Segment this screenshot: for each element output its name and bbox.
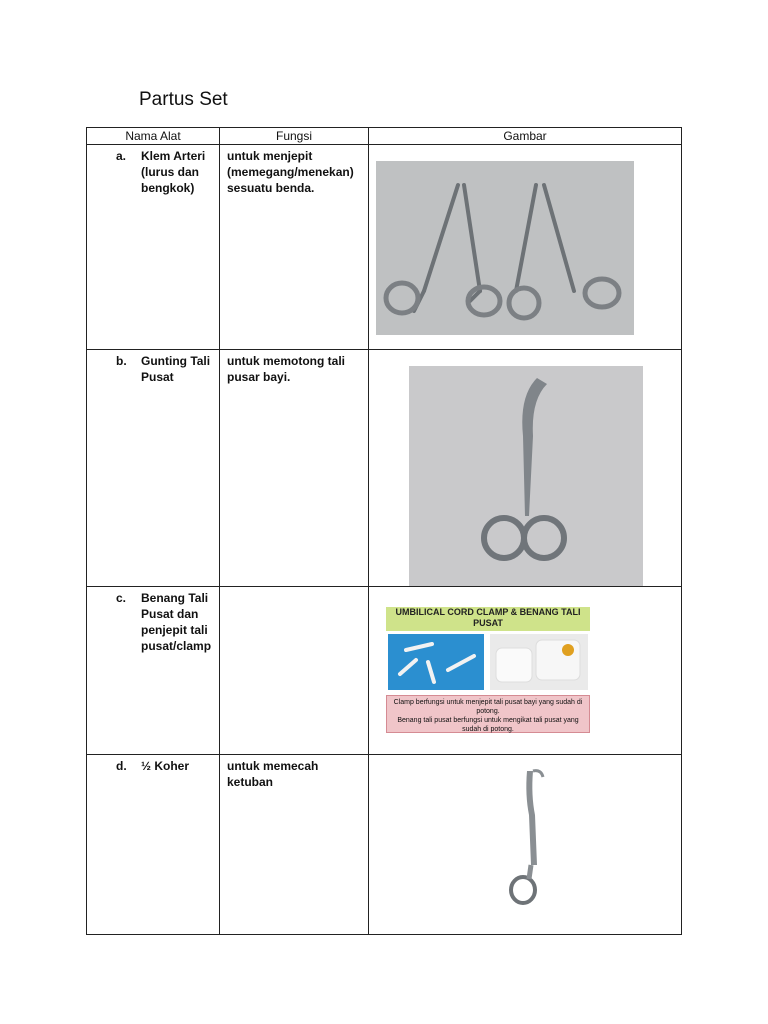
table-row	[87, 587, 682, 755]
instrument-table	[86, 127, 682, 935]
function-cell	[220, 755, 369, 935]
header-gambar: Gambar	[369, 128, 682, 145]
infographic-heading: UMBILICAL CORD CLAMP & BENANG TALI PUSAT	[386, 607, 590, 631]
clamp-note: Clamp berfungsi untuk menjepit tali pusat bayi yang sudah di potong.	[393, 699, 583, 715]
function-cell	[220, 350, 369, 587]
instrument-name: ½ Koher	[141, 759, 190, 773]
header-fungsi: Fungsi	[220, 128, 369, 145]
row-letter: d.	[116, 759, 127, 773]
image-cell	[369, 587, 682, 755]
name-cell	[87, 350, 220, 587]
instrument-name: Klem Arteri (lurus dan bengkok)	[141, 149, 206, 195]
row-letter: b.	[116, 354, 127, 368]
cord-clamp-infographic	[386, 607, 592, 735]
clamp-photo	[388, 634, 484, 690]
thread-photo	[490, 634, 588, 690]
function-cell	[220, 145, 369, 350]
table-row	[87, 755, 682, 935]
table-row	[87, 350, 682, 587]
header-nama-alat: Nama Alat	[87, 128, 220, 145]
instrument-function: untuk menjepit (memegang/menekan) sesuatu benda.	[227, 149, 354, 195]
name-cell	[87, 755, 220, 935]
name-cell	[87, 145, 220, 350]
row-letter: a.	[116, 149, 127, 163]
instrument-function	[220, 587, 368, 590]
scissors-image	[409, 366, 643, 586]
thread-note: Benang tali pusat berfungsi untuk mengikat tali pusat yang sudah di potong.	[397, 717, 579, 733]
artery-forceps-image	[376, 161, 634, 335]
function-cell	[220, 587, 369, 755]
instrument-name: Gunting Tali Pusat	[141, 354, 211, 384]
image-cell	[369, 755, 682, 935]
table-row	[87, 145, 682, 350]
table-header-row	[87, 128, 682, 145]
image-cell	[369, 145, 682, 350]
instrument-function: untuk memotong tali pusar bayi.	[227, 354, 345, 384]
instrument-name: Benang Tali Pusat dan penjepit tali pusat/clamp	[141, 591, 212, 653]
row-letter: c.	[116, 591, 127, 605]
instrument-function: untuk memecah ketuban	[227, 759, 319, 789]
kocher-image	[431, 755, 621, 934]
page-title: Partus Set	[139, 89, 228, 110]
name-cell	[87, 587, 220, 755]
image-cell	[369, 350, 682, 587]
infographic-note	[386, 695, 590, 733]
